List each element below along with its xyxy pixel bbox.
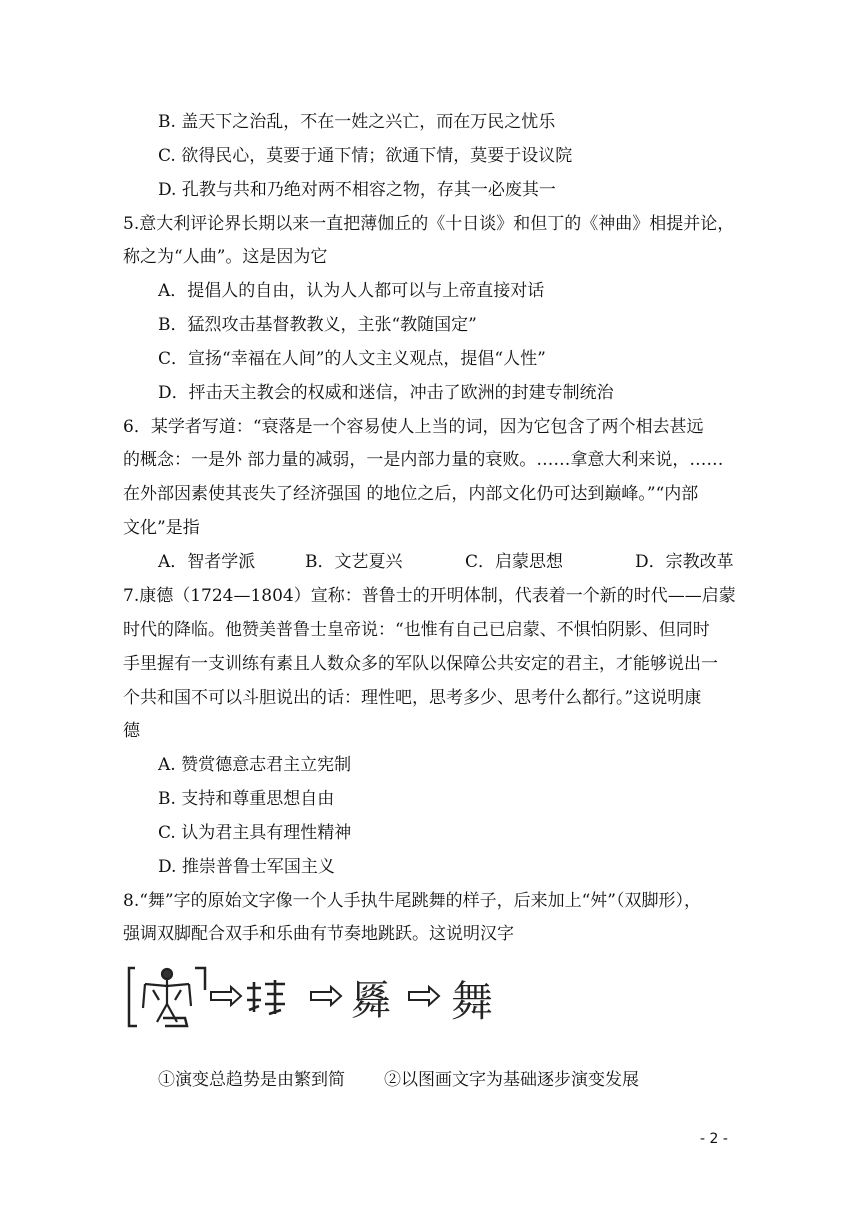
modern-glyph: 舞 [451,977,494,1026]
character-evolution-figure [125,960,525,1032]
q6-options-row [158,550,738,574]
q8-stem-line1: 8.“舞”字的原始文字像一个人手执牛尾跳舞的样子，后来加上“舛”（双脚形）， [123,891,701,911]
q7-option-a: A. 赞赏德意志君主立宪制 [158,755,352,775]
arrow-icon [211,987,241,1005]
q5-stem-line2: 称之为“人曲”。这是因为它 [123,247,328,267]
q6-option-a: A．智者学派 [158,552,256,572]
q8-item-1: ①演变总趋势是由繁到简 [158,1070,345,1090]
evolution-drawing [125,960,525,1032]
q6-stem-line4: 文化”是指 [123,518,200,538]
q5-option-b: B．猛烈攻击基督教教义，主张“教随国定” [158,315,477,335]
q6-stem-line3: 在外部因素使其丧失了经济强国 的地位之后，内部文化仍可达到巅峰。”“内部 [123,484,699,504]
q8-item-2: ②以图画文字为基础逐步演变发展 [384,1070,639,1090]
dancer-pictograph-icon [143,969,191,1026]
arrow-icon [409,987,439,1005]
arrow-icon [311,987,341,1005]
q5-option-d: D．抨击天主教会的权威和迷信，冲击了欧洲的封建专制统治 [158,383,614,403]
q4-option-c: C. 欲得民心，莫要于通下情；欲通下情，莫要于设议院 [158,146,573,166]
q6-option-d: D．宗教改革 [635,552,734,572]
left-bracket [129,968,137,1026]
q5-option-c: C．宣扬“幸福在人间”的人文主义观点，提倡“人性” [158,349,546,369]
q7-stem-line5: 德 [123,721,140,741]
q4-option-b: B. 盖天下之治乱，不在一姓之兴亡，而在万民之忧乐 [158,112,556,132]
q6-option-c: C．启蒙思想 [465,552,564,572]
right-bracket [195,968,205,990]
q8-items-row [158,1068,738,1092]
q5-option-a: A．提倡人的自由，认为人人都可以与上帝直接对话 [158,281,545,301]
q7-option-c: C. 认为君主具有理性精神 [158,823,352,843]
q6-stem-line1: 6．某学者写道：“衰落是一个容易使人上当的词，因为它包含了两个相去甚远 [123,417,704,437]
q7-option-b: B. 支持和尊重思想自由 [158,789,335,809]
q5-stem-line1: 5.意大利评论界长期以来一直把薄伽丘的《十日谈》和但丁的《神曲》相提并论， [123,214,735,234]
q6-stem-line2: 的概念：一是外 部力量的减弱，一是内部力量的衰败。……拿意大利来说，…… [123,450,724,470]
q7-option-d: D. 推崇普鲁士军国主义 [158,857,335,877]
q6-option-b: B．文艺夏兴 [305,552,403,572]
q8-stem-line2: 强调双脚配合双手和乐曲有节奏地跳跃。这说明汉字 [123,924,514,944]
page-number: - 2 - [700,1131,728,1147]
q7-stem-line1: 7.康德（1724—1804）宣称：普鲁士的开明体制，代表着一个新的时代——启蒙 [123,586,736,606]
q7-stem-line3: 手里握有一支训练有素且人数众多的军队以保障公共安定的君主，才能够说出一 [123,654,718,674]
q4-option-d: D. 孔教与共和乃绝对两不相容之物，存其一必废其一 [158,180,556,200]
q7-stem-line4: 个共和国不可以斗胆说出的话：理性吧，思考多少、思考什么都行。”这说明康 [123,688,702,708]
ancient-glyph-icon [247,980,285,1014]
q7-stem-line2: 时代的降临。他赞美普鲁士皇帝说：“也惟有自己已启蒙、不惧怕阴影、但同时 [123,620,710,640]
seal-glyph: 䑞 [351,978,391,1024]
